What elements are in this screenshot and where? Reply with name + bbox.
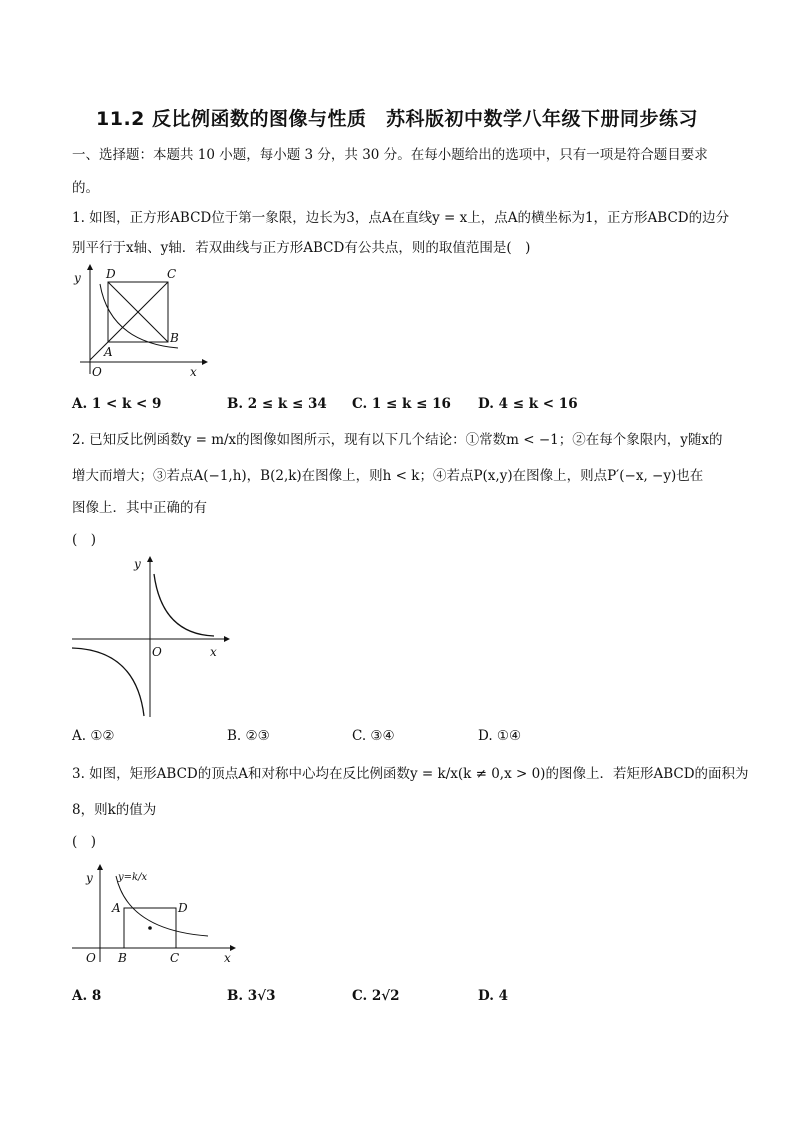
q1-option-a[interactable]: A. 1 < k < 9 [72,396,162,412]
q2-label-y: y [134,557,141,571]
q2-option-d[interactable]: D. ①④ [478,728,522,744]
q3-label-b: B [118,951,127,965]
q3-label-x: x [224,951,231,965]
q2-curve-q1 [154,574,214,636]
q3-center-point [148,926,152,930]
q3-hyperbola [116,876,208,936]
q3-text-line2: 8，则k的值为 [72,802,157,818]
q2-option-b[interactable]: B. ②③ [227,728,270,744]
q1-label-d: D [106,267,116,281]
q2-paren: ( ) [72,532,97,548]
q2-label-o: O [152,645,162,659]
q1-label-x: x [190,365,197,379]
section-instructions-line2: 的。 [72,180,99,196]
q3-option-d[interactable]: D. 4 [478,988,509,1004]
q1-label-a: A [104,345,113,359]
q3-label-y: y [86,871,93,885]
q1-label-c: C [167,267,177,281]
q1-label-b: B [170,331,179,345]
q3-label-curve: y=k/x [118,872,148,883]
q2-curve-q3 [72,648,144,716]
section-instructions-line1: 一、选择题：本题共 10 小题，每小题 3 分，共 30 分。在每小题给出的选项中，只有一项是符合题目要求 [72,147,708,163]
page-title: 11.2 反比例函数的图像与性质 苏科版初中数学八年级下册同步练习 [96,108,698,130]
q1-option-c[interactable]: C. 1 ≤ k ≤ 16 [352,396,451,412]
q3-y-arrow [97,864,103,870]
q1-x-arrow [202,359,208,365]
q3-label-o: O [86,951,96,965]
q1-option-b[interactable]: B. 2 ≤ k ≤ 34 [227,396,327,412]
q3-text-line1: 3. 如图，矩形ABCD的顶点A和对称中心均在反比例函数y = k/x(k ≠ 0,x > 0)的图像上．若矩形ABCD的面积为 [72,766,749,782]
q3-label-c: C [170,951,180,965]
q2-x-arrow [224,636,230,642]
q2-label-x: x [210,645,217,659]
q2-option-c[interactable]: C. ③④ [352,728,395,744]
q1-text-line1: 1. 如图，正方形ABCD位于第一象限，边长为3，点A在直线y = x上，点A的横坐标为1，正方形ABCD的边分 [72,210,730,226]
q1-label-o: O [92,365,102,379]
q1-label-y: y [74,271,81,285]
q1-option-d[interactable]: D. 4 ≤ k < 16 [478,396,578,412]
q2-y-arrow [147,556,153,562]
q3-option-c[interactable]: C. 2√2 [352,988,400,1004]
q2-text-line2: 增大而增大；③若点A(−1,h)，B(2,k)在图像上，则h < k；④若点P(x,y)在图像上，则点P′(−x, −y)也在 [72,468,704,484]
q2-option-a[interactable]: A. ①② [72,728,115,744]
q3-x-arrow [230,945,236,951]
q3-option-a[interactable]: A. 8 [72,988,102,1004]
q1-text-line2: 别平行于x轴、y轴．若双曲线与正方形ABCD有公共点，则的取值范围是( ) [72,240,531,256]
q1-y-arrow [87,264,93,270]
q3-label-d: D [178,901,188,915]
q2-text-line3: 图像上．其中正确的有 [72,500,207,516]
q1-figure [70,262,210,382]
q3-figure [72,858,242,968]
q3-paren: ( ) [72,834,97,850]
q3-option-b[interactable]: B. 3√3 [227,988,276,1004]
q2-text-line1: 2. 已知反比例函数y = m/x的图像如图所示，现有以下几个结论：①常数m < −1；②在每个象限内，y随x的 [72,432,723,448]
q2-figure [72,552,232,722]
q3-label-a: A [112,901,121,915]
